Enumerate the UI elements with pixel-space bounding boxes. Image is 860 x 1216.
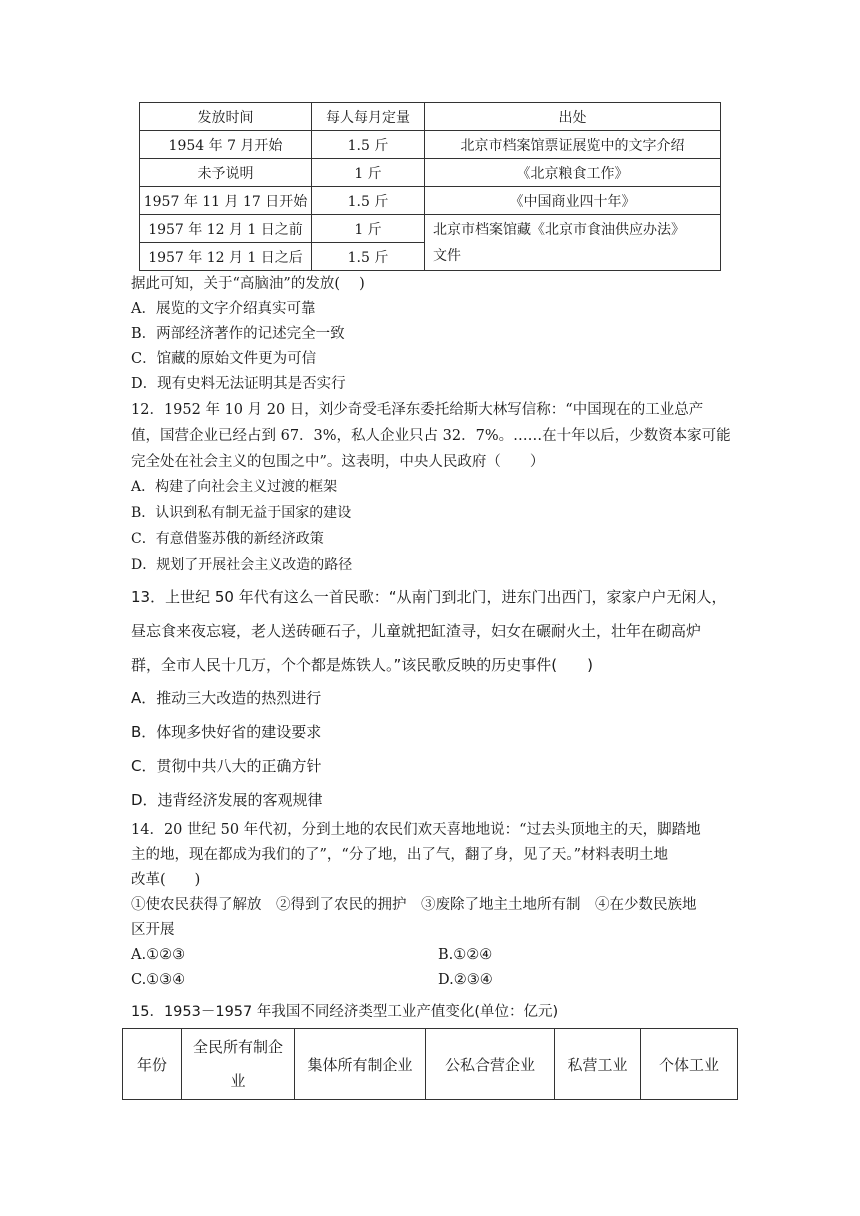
table-header-cell: 公私合营企业 (426, 1029, 555, 1100)
header-line: 全民所有制企 (192, 1038, 283, 1056)
q13-stem-line: 13．上世纪 50 年代有这么一首民歌：“从南门到北门，进东门出西门，家家户户无闲人， (131, 588, 727, 606)
industry-output-table (122, 1028, 738, 1100)
table-cell: 1 斤 (312, 159, 425, 187)
table-header-cell: 出处 (425, 103, 721, 131)
q13-stem-line: 群，全市人民十几万，个个都是炼铁人。”该民歌反映的历史事件( ) (131, 656, 593, 674)
q13-option-a[interactable]: A．推动三大改造的热烈进行 (131, 689, 322, 707)
table-cell: 北京市档案馆票证展览中的文字介绍 (425, 131, 721, 159)
table-cell: 1.5 斤 (312, 187, 425, 215)
q12-stem-line: 12．1952 年 10 月 20 日，刘少奇受毛泽东委托给斯大林写信称：“中国现在的工业总产 (131, 402, 704, 418)
merged-source-cell (425, 215, 721, 271)
q13-option-b[interactable]: B．体现多快好省的建设要求 (131, 723, 322, 741)
q11-option-c[interactable]: C．馆藏的原始文件更为可信 (131, 351, 317, 367)
q13-option-c[interactable]: C．贯彻中共八大的正确方针 (131, 757, 322, 775)
table-header-row (123, 1029, 738, 1100)
q11-option-b[interactable]: B．两部经济著作的记述完全一致 (131, 326, 345, 342)
table-header-cell: 发放时间 (140, 103, 312, 131)
q14-option-b[interactable]: B.①②④ (438, 947, 493, 963)
table-cell: 1957 年 12 月 1 日之前 (140, 215, 312, 243)
q15-stem: 15．1953－1957 年我国不同经济类型工业产值变化(单位：亿元) (131, 1004, 559, 1020)
table-cell: 未予说明 (140, 159, 312, 187)
merged-source-line: 文件 (433, 247, 461, 264)
table-cell: 《中国商业四十年》 (425, 187, 721, 215)
table-header-cell: 私营工业 (555, 1029, 641, 1100)
q12-stem-line: 完全处在社会主义的包围之中”。这表明，中央人民政府（ ） (131, 454, 545, 470)
q11-option-a[interactable]: A．展览的文字介绍真实可靠 (131, 301, 316, 317)
table-row (140, 215, 721, 243)
q13-option-d[interactable]: D．违背经济发展的客观规律 (131, 791, 323, 809)
table-row (140, 159, 721, 187)
q11-stem: 据此可知，关于“高脑油”的发放( ) (131, 276, 365, 292)
q14-items-line: 区开展 (131, 922, 175, 938)
merged-source-line: 北京市档案馆藏《北京市食油供应办法》 (433, 221, 685, 238)
q14-items-line: ①使农民获得了解放 ②得到了农民的拥护 ③废除了地主土地所有制 ④在少数民族地 (131, 897, 697, 913)
q12-option-c[interactable]: C．有意借鉴苏俄的新经济政策 (131, 531, 324, 547)
table-header-cell: 年份 (123, 1029, 182, 1100)
q14-stem-line: 14．20 世纪 50 年代初，分到土地的农民们欢天喜地地说：“过去头顶地主的天，脚踏地 (131, 822, 701, 838)
q14-option-c[interactable]: C.①③④ (131, 972, 186, 988)
table-header-cell (182, 1029, 295, 1100)
q12-option-a[interactable]: A．构建了向社会主义过渡的框架 (131, 479, 338, 495)
table-cell: 1 斤 (312, 215, 425, 243)
q14-stem-line: 改革( ) (131, 872, 201, 888)
rationing-table (139, 102, 721, 271)
q11-option-d[interactable]: D．现有史料无法证明其是否实行 (131, 376, 346, 392)
table-cell: 1.5 斤 (312, 131, 425, 159)
q14-option-d[interactable]: D.②③④ (438, 972, 493, 988)
q12-option-b[interactable]: B．认识到私有制无益于国家的建设 (131, 505, 352, 521)
table-header-cell: 集体所有制企业 (295, 1029, 426, 1100)
table-header-row (140, 103, 721, 131)
table-row (140, 131, 721, 159)
q14-option-a[interactable]: A.①②③ (131, 947, 186, 963)
table-row (140, 187, 721, 215)
q12-option-d[interactable]: D．规划了开展社会主义改造的路径 (131, 557, 353, 573)
table-cell: 1957 年 11 月 17 日开始 (140, 187, 312, 215)
header-line: 业 (230, 1072, 246, 1090)
q14-stem-line: 主的地，现在都成为我们的了”，“分了地，出了气，翻了身，见了天。”材料表明土地 (131, 847, 668, 863)
table-cell: 1.5 斤 (312, 243, 425, 271)
q13-stem-line: 昼忘食来夜忘寝，老人送砖砸石子，儿童就把缸渣寻，妇女在碾耐火土，壮年在砌高炉 (131, 622, 702, 640)
table-header-cell: 个体工业 (641, 1029, 738, 1100)
table-header-cell: 每人每月定量 (312, 103, 425, 131)
table-cell: 《北京粮食工作》 (425, 159, 721, 187)
table-cell: 1954 年 7 月开始 (140, 131, 312, 159)
q12-stem-line: 值，国营企业已经占到 67．3%，私人企业只占 32．7%。……在十年以后，少数资本家可能 (131, 428, 731, 444)
table-cell: 1957 年 12 月 1 日之后 (140, 243, 312, 271)
